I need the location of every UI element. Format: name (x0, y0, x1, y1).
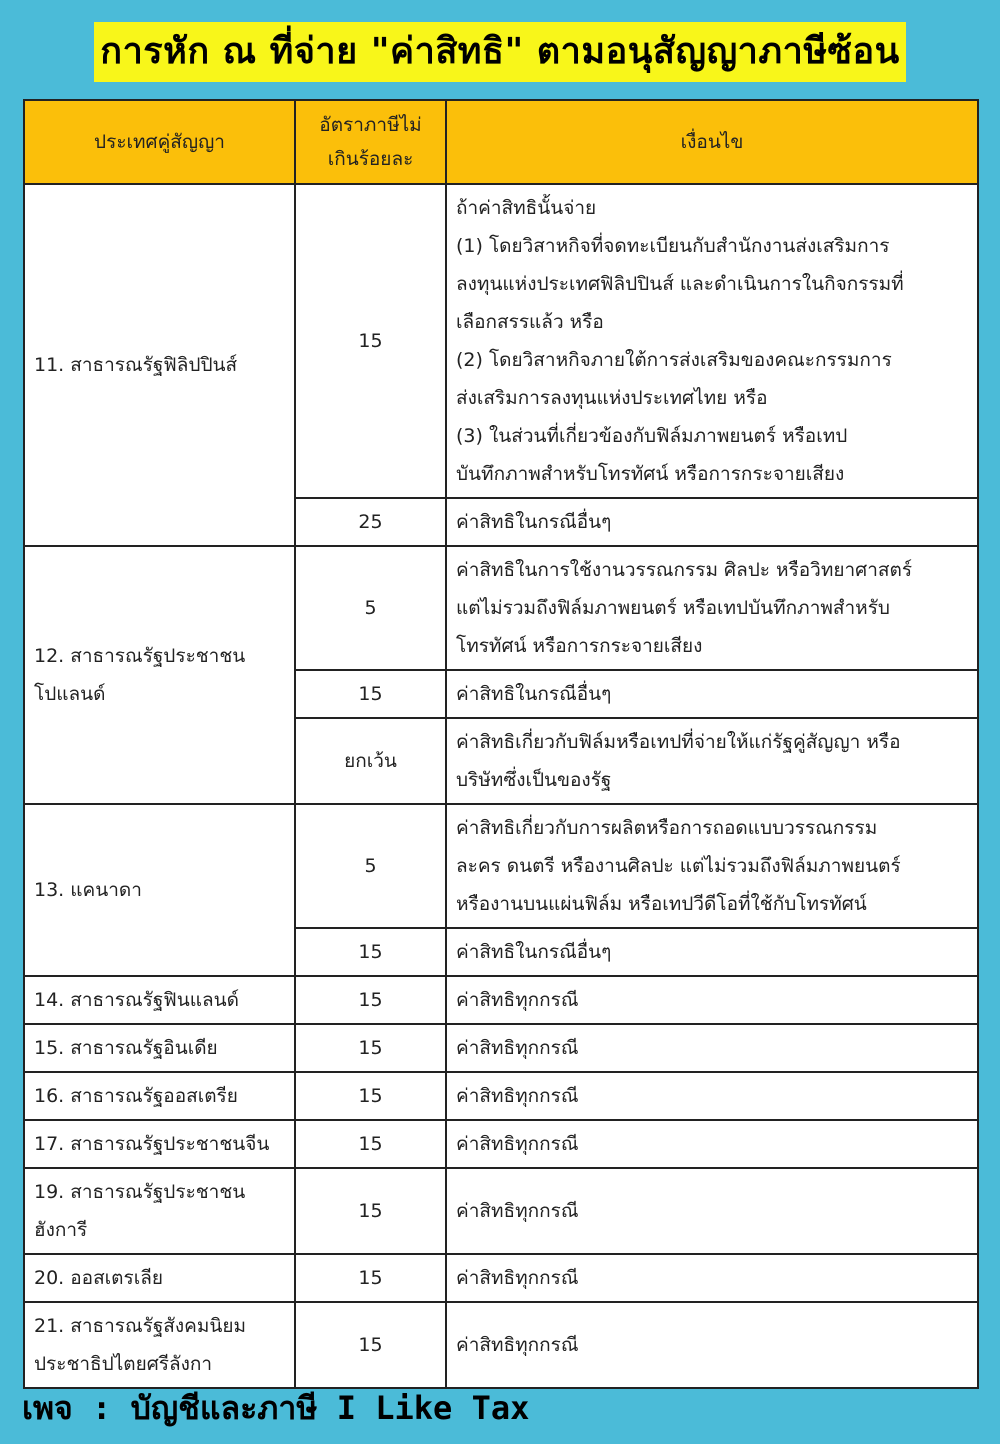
country-line: 19. สาธารณรัฐประชาชน (34, 1181, 246, 1203)
condition-line: บริษัทซึ่งเป็นของรัฐ (456, 769, 612, 791)
condition-line: ค่าสิทธิทุกกรณี (456, 1133, 579, 1155)
condition-line: ค่าสิทธิทุกกรณี (456, 1037, 579, 1059)
country-cell: 14. สาธารณรัฐฟินแลนด์ (24, 976, 295, 1024)
country-cell (24, 1302, 295, 1388)
rate-cell: 15 (295, 670, 446, 718)
table-row (24, 1254, 978, 1302)
country-cell (24, 1168, 295, 1254)
country-cell: 20. ออสเตรเลีย (24, 1254, 295, 1302)
condition-line: โทรทัศน์ หรือการกระจายเสียง (456, 635, 703, 657)
rate-cell: 25 (295, 498, 446, 546)
rate-cell: 15 (295, 1302, 446, 1388)
table-row (24, 976, 978, 1024)
condition-line: เลือกสรรแล้ว หรือ (456, 311, 604, 333)
country-line: ประชาธิปไตยศรีลังกา (34, 1353, 213, 1375)
condition-line: ค่าสิทธิทุกกรณี (456, 989, 579, 1011)
page-title: การหัก ณ ที่จ่าย "ค่าสิทธิ" ตามอนุสัญญาภาษีซ้อน (94, 22, 905, 82)
table-row (24, 804, 978, 928)
rate-cell: 15 (295, 1024, 446, 1072)
country-line: 21. สาธารณรัฐสังคมนิยม (34, 1315, 247, 1337)
condition-cell (446, 546, 978, 670)
rate-cell: 5 (295, 804, 446, 928)
condition-line: ค่าสิทธิในกรณีอื่นๆ (456, 683, 612, 705)
condition-line: ค่าสิทธิทุกกรณี (456, 1334, 579, 1356)
condition-line: ค่าสิทธิทุกกรณี (456, 1200, 579, 1222)
rate-cell: 15 (295, 928, 446, 976)
condition-line: ค่าสิทธิเกี่ยวกับฟิล์มหรือเทปที่จ่ายให้แก่รัฐคู่สัญญา หรือ (456, 731, 901, 753)
condition-cell (446, 976, 978, 1024)
title-bar (0, 22, 1000, 82)
table-row (24, 1120, 978, 1168)
page-footer: เพจ : บัญชีและภาษี I Like Tax (22, 1389, 530, 1427)
table-body (24, 184, 978, 1388)
condition-cell (446, 804, 978, 928)
royalty-rate-table (23, 99, 979, 1389)
condition-cell (446, 1168, 978, 1254)
rate-cell: 15 (295, 1072, 446, 1120)
condition-line: ค่าสิทธิในการใช้งานวรรณกรรม ศิลปะ หรือวิทยาศาสตร์ (456, 559, 913, 581)
condition-line: ลงทุนแห่งประเทศฟิลิปปินส์ และดำเนินการในกิจกรรมที่ (456, 273, 904, 295)
condition-line: (2) โดยวิสาหกิจภายใต้การส่งเสริมของคณะกรรมการ (456, 349, 892, 371)
rate-cell: 15 (295, 976, 446, 1024)
condition-line: ถ้าค่าสิทธินั้นจ่าย (456, 197, 597, 219)
header-rate-line1: อัตราภาษีไม่ (319, 114, 422, 136)
condition-line: ค่าสิทธิทุกกรณี (456, 1085, 579, 1107)
condition-cell (446, 1120, 978, 1168)
condition-cell (446, 1254, 978, 1302)
table-row (24, 546, 978, 670)
header-condition: เงื่อนไข (446, 100, 978, 184)
condition-line: หรืองานบนแผ่นฟิล์ม หรือเทปวีดีโอที่ใช้กับโทรทัศน์ (456, 893, 867, 915)
table-row (24, 1302, 978, 1388)
rate-cell: 15 (295, 1120, 446, 1168)
condition-cell (446, 718, 978, 804)
country-cell: 17. สาธารณรัฐประชาชนจีน (24, 1120, 295, 1168)
condition-line: ค่าสิทธิในกรณีอื่นๆ (456, 941, 612, 963)
rate-cell: 15 (295, 1168, 446, 1254)
table-header-row (24, 100, 978, 184)
country-cell: 11. สาธารณรัฐฟิลิปปินส์ (24, 184, 295, 546)
condition-line: ละคร ดนตรี หรืองานศิลปะ แต่ไม่รวมถึงฟิล์มภาพยนตร์ (456, 855, 901, 877)
condition-cell (446, 670, 978, 718)
country-cell (24, 546, 295, 804)
country-line: โปแลนด์ (34, 683, 106, 705)
table-row (24, 1168, 978, 1254)
country-line: 12. สาธารณรัฐประชาชน (34, 645, 246, 667)
rate-cell: 5 (295, 546, 446, 670)
condition-cell (446, 928, 978, 976)
country-cell: 16. สาธารณรัฐออสเตรีย (24, 1072, 295, 1120)
condition-line: บันทึกภาพสำหรับโทรทัศน์ หรือการกระจายเสียง (456, 463, 845, 485)
condition-line: ค่าสิทธิทุกกรณี (456, 1267, 579, 1289)
condition-cell (446, 1072, 978, 1120)
condition-cell (446, 1302, 978, 1388)
country-line: ฮังการี (34, 1219, 88, 1241)
header-rate-line2: เกินร้อยละ (327, 148, 414, 170)
condition-cell (446, 498, 978, 546)
rate-cell: 15 (295, 184, 446, 498)
condition-line: ค่าสิทธิเกี่ยวกับการผลิตหรือการถอดแบบวรรณกรรม (456, 817, 878, 839)
condition-line: แต่ไม่รวมถึงฟิล์มภาพยนตร์ หรือเทปบันทึกภาพสำหรับ (456, 597, 890, 619)
country-cell: 15. สาธารณรัฐอินเดีย (24, 1024, 295, 1072)
country-cell: 13. แคนาดา (24, 804, 295, 976)
header-rate (295, 100, 446, 184)
table-row (24, 184, 978, 498)
table-row (24, 1024, 978, 1072)
rate-cell: 15 (295, 1254, 446, 1302)
condition-line: ส่งเสริมการลงทุนแห่งประเทศไทย หรือ (456, 387, 768, 409)
condition-line: (1) โดยวิสาหกิจที่จดทะเบียนกับสำนักงานส่งเสริมการ (456, 235, 890, 257)
table-row (24, 1072, 978, 1120)
condition-cell (446, 1024, 978, 1072)
header-country: ประเทศคู่สัญญา (24, 100, 295, 184)
condition-cell (446, 184, 978, 498)
condition-line: (3) ในส่วนที่เกี่ยวข้องกับฟิล์มภาพยนตร์ หรือเทป (456, 425, 848, 447)
condition-line: ค่าสิทธิในกรณีอื่นๆ (456, 511, 612, 533)
rate-cell: ยกเว้น (295, 718, 446, 804)
